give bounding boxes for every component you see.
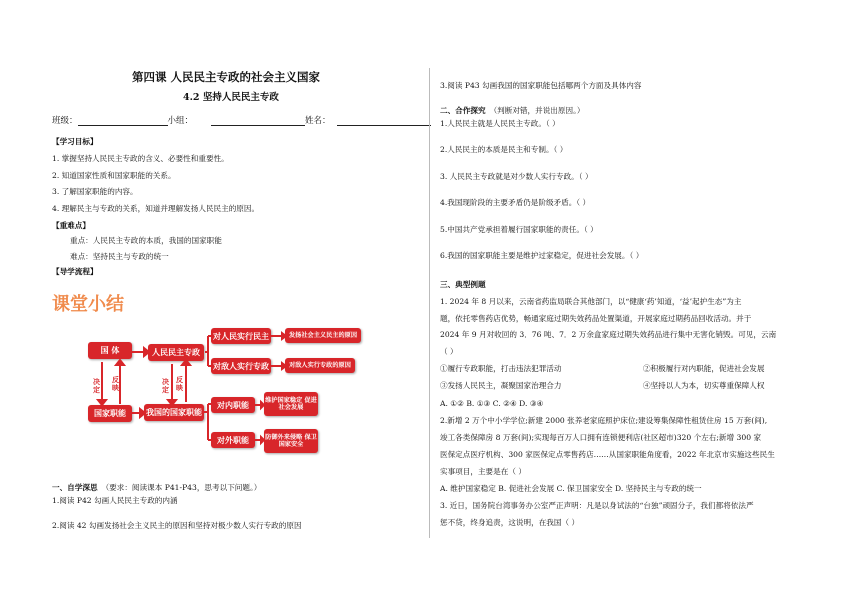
example-1-option: ②积极履行对内职能，促进社会发展 (643, 364, 765, 373)
label-reflect-right: 反映 (176, 375, 183, 392)
key-focus: 重点：人民民主专政的本质，我国的国家职能 (70, 236, 222, 245)
box-our-state-functions: 我国的国家职能 (144, 404, 204, 421)
example-2-line: 2.新增 2 万个中小学学位;新建 2000 张养老家庭照护床位;建设筹集保障性租赁住房 15 万套(间), (440, 416, 768, 425)
example-1-option: ①履行专政职能，打击违法犯罪活动 (440, 364, 562, 373)
student-info-row (52, 116, 431, 126)
example-1-line: 2024 年 9 月对收回的 3．76 吨、7．2 万余盒家庭过期失效药品进行集中无害化销毁。可见，云南 (440, 330, 777, 339)
name-label: 姓名： (305, 116, 331, 126)
page-subtitle: 4.2 坚持人民民主专政 (183, 92, 279, 103)
concept-map-connectors (80, 320, 380, 460)
example-2-line: 实事项目，主要是在（ ） (440, 467, 526, 476)
example-1-line: 题，依托零售药店优势，畅通家庭过期失效药品处置渠道，开展家庭过期药品回收活动。并于 (440, 314, 752, 323)
box-reason-dictatorship: 对敌人实行专政的原因 (285, 358, 355, 373)
example-1-choices: A. ①② B. ①③ C. ②④ D. ③④ (440, 399, 544, 408)
self-study-heading-row (52, 483, 261, 493)
box-democracy-to-people: 对人民实行民主 (211, 328, 271, 344)
box-internal-function: 对内职能 (211, 397, 255, 413)
group-field[interactable] (211, 116, 305, 126)
judgment-item: 3. 人民民主专政就是对少数人实行专政。（ ） (440, 172, 593, 181)
box-maintain-stability: 维护国家稳定 促进社会发展 (264, 392, 318, 416)
judgment-item: 1.人民民主就是人民民主专政。（ ） (440, 119, 560, 128)
self-study-heading: 一、自学深思 (52, 483, 98, 492)
class-label: 班级： (52, 116, 78, 126)
judgment-item: 6.我国的国家职能主要是维护过家稳定，促进社会发展。（ ） (440, 251, 644, 260)
example-3-line: 3. 近日，国务院台湾事务办公室严正声明：凡是以身试法的“台独”顽固分子，我们都将依法严 (440, 501, 754, 510)
key-points-heading: 【重难点】 (52, 221, 90, 230)
box-defend-security: 防御外来侵略 保卫国家安全 (264, 429, 318, 453)
box-dictatorship-to-enemy: 对敌人实行专政 (211, 358, 271, 374)
cooperation-heading-row (440, 106, 584, 116)
box-reason-democracy: 发扬社会主义民主的原因 (285, 328, 361, 343)
guide-heading: 【导学流程】 (52, 267, 98, 276)
objective-item: 1. 掌握坚持人民民主专政的含义、必要性和重要性。 (52, 154, 229, 163)
self-study-note: （要求：阅读课本 P41-P43，思考以下问题。） (101, 483, 262, 492)
objective-item: 2. 知道国家性质和国家职能的关系。 (52, 171, 176, 180)
summary-title: 课堂小结 (52, 294, 124, 315)
objectives-heading: 【学习目标】 (52, 137, 98, 146)
examples-heading: 三、典型例题 (440, 280, 486, 289)
box-state-function: 国家职能 (88, 405, 132, 422)
judgment-item: 5.中国共产党承担着履行国家职能的责任。（ ） (440, 225, 598, 234)
group-label: 小组： (167, 116, 194, 126)
question-2: 2.阅读 42 勾画发扬社会主义民主的原因和坚持对极少数人实行专政的原因 (52, 521, 302, 530)
cooperation-heading: 二、合作探究 (440, 106, 486, 115)
example-1-line: 1. 2024 年 8 月以来，云南省药监局联合其他部门，以“健康‘药’知道，‘益’起护生态”为主 (440, 297, 742, 306)
question-1: 1.阅读 P42 勾画人民民主专政的内涵 (52, 496, 178, 505)
name-field[interactable] (337, 116, 431, 126)
label-reflect-left: 反映 (112, 375, 119, 392)
label-decide-right: 决定 (162, 377, 169, 394)
example-1-option: ③发扬人民民主，凝聚国家治理合力 (440, 381, 562, 390)
example-2-line: 竣工各类保障房 8 万套(间);实现每百万人口拥有连锁便利店(社区超市)320 个左右;新增 300 家 (440, 433, 762, 442)
judgment-item: 2.人民民主的本质是民主和专制。（ ） (440, 145, 568, 154)
class-field[interactable] (78, 116, 168, 126)
example-2-line: 医保定点医疗机构、300 家医保定点零售药店……从国家职能角度看，2022 年北京市实施这些民生 (440, 450, 775, 459)
box-state-nature: 国 体 (88, 342, 132, 359)
example-2-choices: A. 维护国家稳定 B. 促进社会发展 C. 保卫国家安全 D. 坚持民主与专政的统一 (440, 484, 702, 493)
column-divider (429, 68, 430, 538)
label-decide-left: 决定 (93, 377, 100, 394)
objective-item: 4. 理解民主与专政的关系，知道并理解发扬人民民主的原因。 (52, 204, 260, 213)
judgment-item: 4.我国现阶段的主要矛盾仍是阶级矛盾。（ ） (440, 198, 591, 207)
cooperation-note: （判断对错，并说出原因。） (489, 106, 585, 115)
key-difficulty: 难点：坚持民主与专政的统一 (70, 252, 169, 261)
question-3: 3.阅读 P43 勾画我国的国家职能包括哪两个方面及具体内容 (440, 81, 642, 90)
example-1-option: ④坚持以人为本，切实尊重保障人权 (643, 381, 765, 390)
box-external-function: 对外职能 (211, 432, 255, 448)
objective-item: 3. 了解国家职能的内容。 (52, 187, 138, 196)
example-3-line: 惩不贷，终身追责，这说明，在我国（ ） (440, 518, 580, 527)
example-1-line: （ ） (440, 347, 458, 356)
box-people-democratic-dictatorship: 人民民主专政 (148, 344, 204, 361)
page-title: 第四课 人民民主专政的社会主义国家 (132, 70, 321, 84)
